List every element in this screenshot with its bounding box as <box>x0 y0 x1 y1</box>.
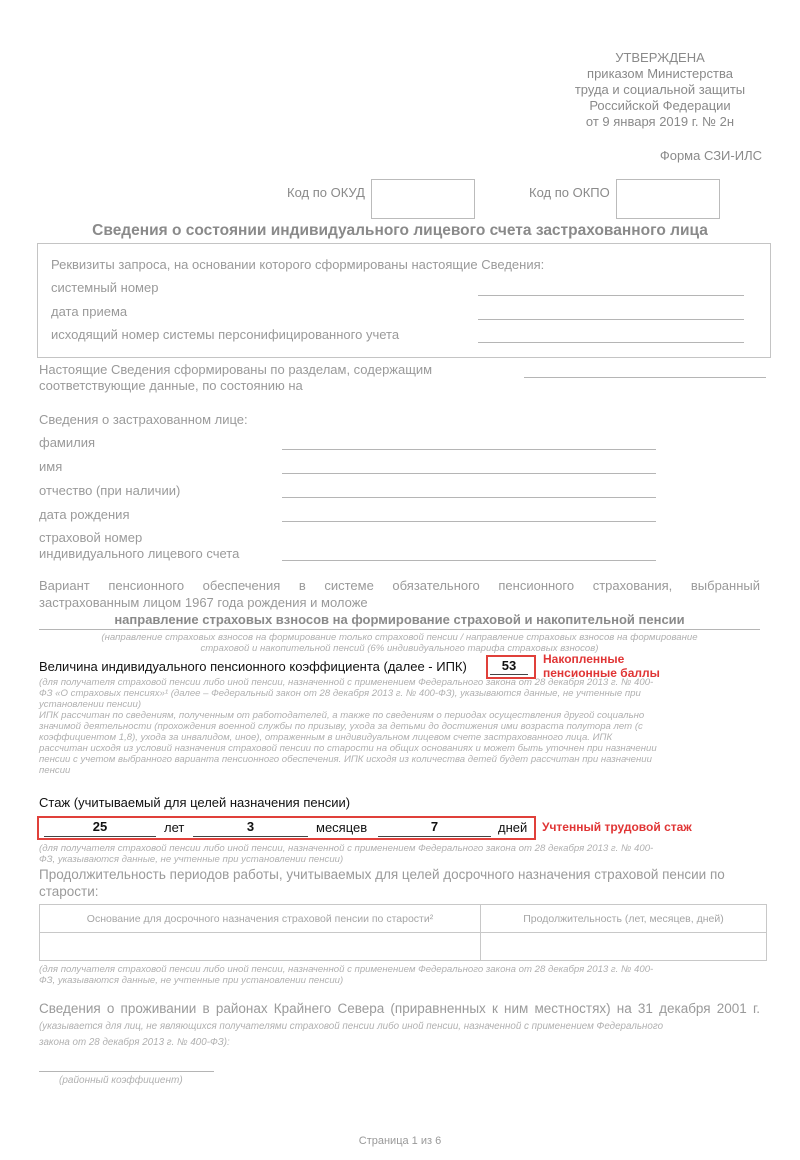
approval-line: Российской Федерации <box>589 98 731 113</box>
pension-option-value: направление страховых взносов на формирование страховой и накопительной пенсии <box>114 612 685 627</box>
note-line: установлении пенсии) <box>39 699 142 710</box>
pension-option-line-2: застрахованным лицом 1967 года рождения и моложе <box>39 595 368 610</box>
table-header-row <box>40 905 767 933</box>
pension-option-line-1: Вариант пенсионного обеспечения в системе обязательного пенсионного страхования, выбранный <box>39 578 760 593</box>
note-line: рассчитан исходя из условий назначения страховой пенсии по старости на общих основаниях и может быть уточнен при назначении <box>39 743 657 754</box>
insured-heading: Сведения о застрахованном лице: <box>39 412 248 427</box>
surname-line[interactable] <box>282 449 656 450</box>
experience-months-line <box>193 836 308 837</box>
receipt-date-line[interactable] <box>478 319 744 320</box>
annotation-line: Накопленные <box>543 652 625 666</box>
early-note <box>39 964 763 986</box>
approval-block <box>560 50 760 130</box>
note-line: (указывается для лиц, не являющихся получателями страховой пенсии либо иной пенсии, назначенной с применением Федерального <box>39 1021 664 1032</box>
okpo-field[interactable] <box>616 179 720 219</box>
snils-line[interactable] <box>282 560 656 561</box>
formed-line-2: соответствующие данные, по состоянию на <box>39 378 303 393</box>
table-header-basis: Основание для досрочного назначения страховой пенсии по старости² <box>40 905 481 933</box>
system-number-label: системный номер <box>51 280 159 295</box>
patronymic-label: отчество (при наличии) <box>39 483 181 498</box>
formed-line-1: Настоящие Сведения сформированы по разделам, содержащим <box>39 362 433 377</box>
okud-label: Код по ОКУД <box>287 185 365 200</box>
table-cell[interactable] <box>481 933 767 961</box>
name-line[interactable] <box>282 473 656 474</box>
surname-label: фамилия <box>39 435 96 450</box>
snils-label-1: страховой номер <box>39 530 143 545</box>
experience-days-label: дней <box>498 820 528 835</box>
experience-years-line <box>44 836 156 837</box>
note-line: (для получателя страховой пенсии либо иной пенсии, назначенной с применением Федерального закона от 28 декабря 2013 г. № 400- <box>39 843 654 854</box>
table-header-duration: Продолжительность (лет, месяцев, дней) <box>481 905 767 933</box>
early-line-2: старости: <box>39 884 99 899</box>
pension-option-line <box>39 629 760 630</box>
approval-line: приказом Министерства <box>587 66 733 81</box>
experience-days: 7 <box>430 819 439 834</box>
request-heading: Реквизиты запроса, на основании которого сформированы настоящие Сведения: <box>51 257 545 272</box>
receipt-date-label: дата приема <box>51 304 128 319</box>
note-line: (для получателя страховой пенсии либо иной пенсии, назначенной с применением Федерального закона от 28 декабря 2013 г. № 400- <box>39 964 654 975</box>
page-number: Страница 1 из 6 <box>358 1135 442 1147</box>
outgoing-number-line[interactable] <box>478 342 744 343</box>
birth-date-label: дата рождения <box>39 507 130 522</box>
annotation-line: пенсионные баллы <box>543 666 660 680</box>
approval-line: труда и социальной защиты <box>574 82 746 97</box>
note-line: значимой деятельности (прохождения военной службы по призыву, ухода за детьми до достижения ими возраста полутора лет (с <box>39 721 643 732</box>
pension-option-note <box>39 632 760 654</box>
snils-label-2: индивидуального лицевого счета <box>39 546 240 561</box>
ipk-value: 53 <box>501 658 517 673</box>
experience-months-label: месяцев <box>316 820 368 835</box>
north-note <box>39 1019 760 1051</box>
ipk-note <box>39 677 763 776</box>
approval-line: УТВЕРЖДЕНА <box>615 50 705 65</box>
note-line: ФЗ «О страховых пенсиях»¹ (далее – Федеральный закон от 28 декабря 2013 г. № 400-ФЗ), указываются данные, не учтенные при <box>39 688 641 699</box>
note-line: ФЗ, указываются данные, не учтенные при установлении пенсии) <box>39 854 344 865</box>
table-cell[interactable] <box>40 933 481 961</box>
ipk-label: Величина индивидуального пенсионного коэффициента (далее - ИПК) <box>39 659 467 674</box>
early-periods-table <box>39 904 767 961</box>
note-line: закона от 28 декабря 2013 г. № 400-ФЗ): <box>39 1037 230 1048</box>
note-line: (для получателя страховой пенсии либо иной пенсии, назначенной с применением Федерального закона от 28 декабря 2013 г. № 400- <box>39 677 654 688</box>
note-line: ИПК рассчитан по сведениям, полученным от работодателей, а также по сведениям о периодах осуществления другой социально <box>39 710 645 721</box>
note-line: страховой и накопительной пенсий (6% индивидуального тарифа страховых взносов) <box>200 643 599 654</box>
patronymic-line[interactable] <box>282 497 656 498</box>
formed-date-line[interactable] <box>524 377 766 378</box>
north-line: Сведения о проживании в районах Крайнего Севера (приравненных к ним местностях) на 31 декабря 2001 г. <box>39 1001 760 1016</box>
experience-annotation: Учтенный трудовой стаж <box>542 820 692 834</box>
regional-coefficient-line[interactable] <box>39 1071 214 1072</box>
early-line-1: Продолжительность периодов работы, учитываемых для целей досрочного назначения страховой пенсии по <box>39 867 725 882</box>
okpo-label: Код по ОКПО <box>529 185 610 200</box>
note-line: пенсии с учетом выбранного варианта пенсионного обеспечения. ИПК исходя из количества детей будет рассчитан при назначении <box>39 754 652 765</box>
note-line: ФЗ, указываются данные, не учтенные при установлении пенсии) <box>39 975 344 986</box>
form-name: Форма СЗИ-ИЛС <box>659 148 762 163</box>
approval-line: от 9 января 2019 г. № 2н <box>585 114 735 129</box>
document-title: Сведения о состоянии индивидуального лицевого счета застрахованного лица <box>92 222 708 239</box>
ipk-value-underline <box>490 674 528 675</box>
name-label: имя <box>39 459 63 474</box>
note-line: коэффициентом 1,8), ухода за инвалидом, иное), отраженным в индивидуальном лицевом счете застрахованного лица. ИПК <box>39 732 613 743</box>
experience-years: 25 <box>92 819 108 834</box>
experience-months: 3 <box>246 819 255 834</box>
note-line: (направление страховых взносов на формирование только страховой пенсии / направление страховых взносов на формирование <box>101 632 698 643</box>
regional-coefficient-label: (районный коэффициент) <box>59 1075 183 1086</box>
experience-days-line <box>378 836 491 837</box>
ipk-annotation <box>543 652 660 680</box>
system-number-line[interactable] <box>478 295 744 296</box>
note-line: пенсии <box>39 765 71 776</box>
okud-field[interactable] <box>371 179 475 219</box>
experience-years-label: лет <box>164 820 185 835</box>
birth-date-line[interactable] <box>282 521 656 522</box>
experience-heading: Стаж (учитываемый для целей назначения пенсии) <box>39 795 351 810</box>
outgoing-number-label: исходящий номер системы персонифицированного учета <box>51 327 400 342</box>
experience-note <box>39 843 763 865</box>
table-row <box>40 933 767 961</box>
